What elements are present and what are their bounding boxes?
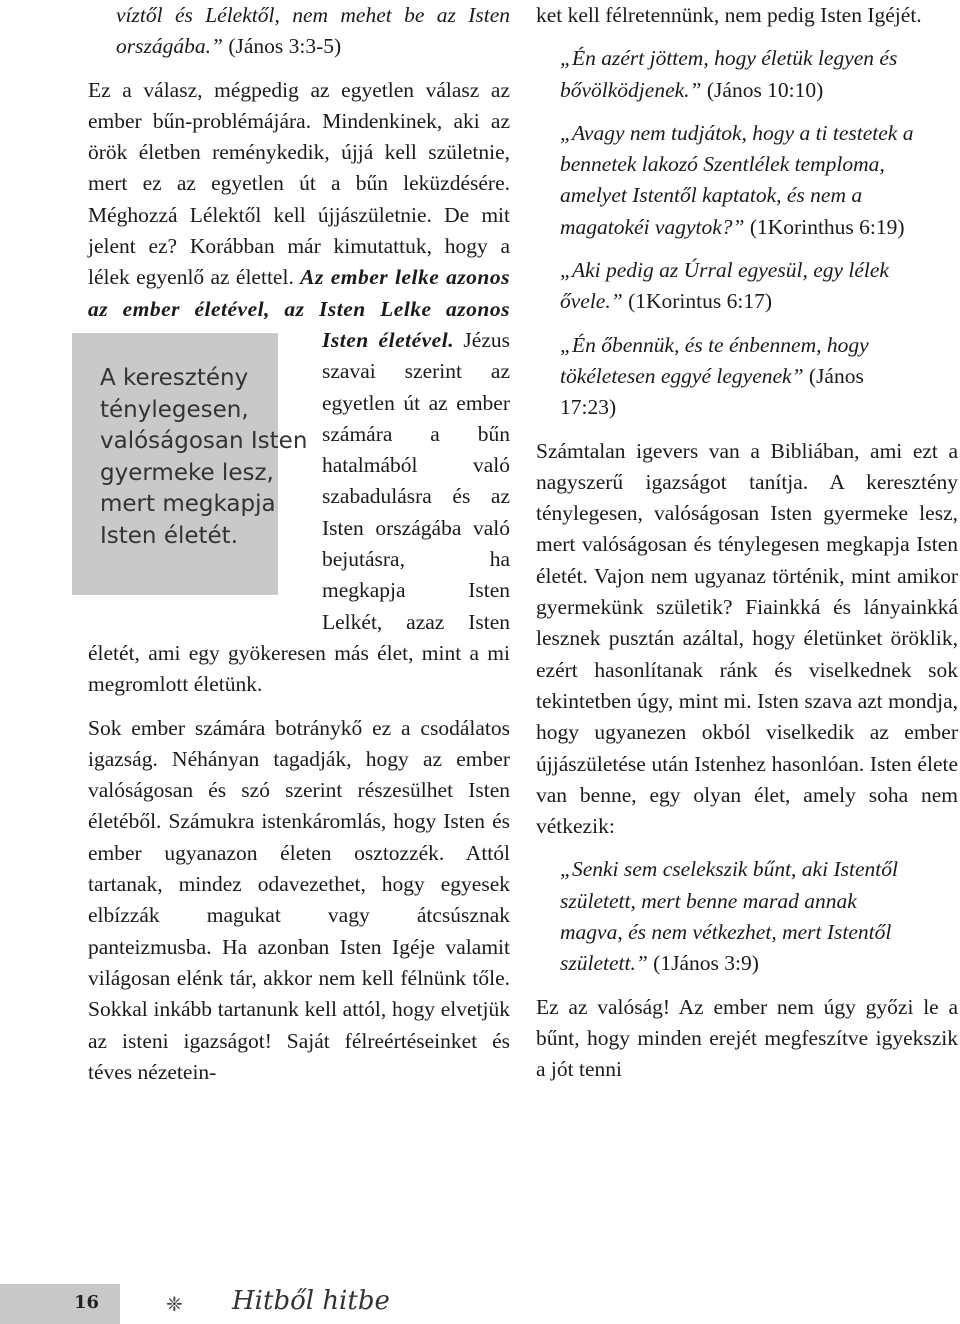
scripture-quote bbox=[536, 255, 958, 318]
pullquote-text: A keresztény ténylegesen, valóságosan Isten gyermeke lesz, mert megkapja Isten életét. bbox=[100, 364, 308, 549]
scripture-quote bbox=[536, 330, 958, 424]
emphasized-statement: Az ember lelke azonos az ember életével, az Isten Lelke azonos Isten életével. bbox=[88, 265, 511, 352]
intro-quote bbox=[88, 0, 510, 63]
quote-reference: (János 17:23) bbox=[560, 363, 864, 420]
quote-reference: (1Korintus 6:17) bbox=[622, 289, 772, 314]
pullquote-spacer bbox=[72, 325, 322, 625]
journal-logo: Hitből hitbe bbox=[232, 1286, 390, 1316]
page-number: 16 bbox=[74, 1292, 100, 1313]
body-paragraph bbox=[88, 75, 510, 701]
scripture-quote bbox=[536, 118, 958, 243]
quote-text: „Senki sem cselekszik bűnt, aki Istentől született, mert benne marad annak magva, és nem vétkezhet, mert Istentől született.” bbox=[560, 857, 898, 976]
quote-text: „Én azért jöttem, hogy életük legyen és bővölködjenek.” bbox=[560, 46, 898, 102]
pullquote-box bbox=[72, 333, 308, 595]
paragraph-text: Ez a válasz, mégpedig az egyetlen válasz az ember bűn-problémájára. Mindenkinek, aki az örök életben reménykedik, újjá kell születnie, mert ez az egyetlen út a bűn leküzdésére. Méghozzá Lélektől kell újjászületnie. De mit jelent ez? Korábban már kimutattuk, hogy a lélek egyenlő az élettel. bbox=[88, 77, 510, 290]
intro-quote-reference: (János 3:3-5) bbox=[222, 34, 342, 59]
ornament-icon: ❈ bbox=[166, 1294, 183, 1316]
quote-reference: (1Korinthus 6:19) bbox=[744, 214, 905, 239]
quote-reference: (János 10:10) bbox=[701, 77, 824, 102]
quote-text: „Én őbennük, és te énbennem, hogy tökéletesen eggyé legyenek” bbox=[560, 332, 869, 388]
body-paragraph: Sok ember számára botránykő ez a csodálatos igazság. Néhányan tagadják, hogy az ember valóságosan és szó szerint részesülhet Isten életéből. Számukra istenkáromlás, hogy Isten és ember ugyanazon életen osztozzék. Attól tartanak, mindez odavezethet, hogy egyesek elbízzák magukat vagy átcsúsznak panteizmusba. Ha azonban Isten Igéje valamit világosan elénk tár, akkor nem kell félnünk tőle. Sokkal inkább tartanunk kell attól, hogy elvetjük az isteni igazságot! Saját félreértéseinket és téves nézetein- bbox=[88, 715, 510, 1084]
body-paragraph: Számtalan igevers van a Bibliában, ami ezt a nagyszerű igazságot tanítja. A keresztény ténylegesen, valóságosan Isten gyermeke lesz, mert valóságosan és ténylegesen megkapja Isten életét. Vajon nem ugyanaz történik, mint amikor gyermekünk születik? Fiainkká és lányainkká lesznek pusztán azáltal, hogy életünket öröklik, ezért hasonlítanak ránk és viselkednek sok tekintetben úgy, mint mi. Isten szava azt mondja, hogy ugyanezen okból viselkedik az ember újjászületése után Istenhez hasonlóan. Isten élete van benne, egy olyan élet, amely soha nem vétkezik: bbox=[536, 438, 958, 839]
body-paragraph: ket kell félretennünk, nem pedig Isten Igéjét. bbox=[536, 3, 922, 27]
quote-text: „Avagy nem tudjátok, hogy a ti testetek a bennetek lakozó Szentlélek temploma, amelyet Istentől kaptatok, és nem a magatokéi vagytok?” bbox=[560, 120, 914, 239]
quote-reference: (1János 3:9) bbox=[647, 951, 759, 976]
body-paragraph: Ez az valóság! Az ember nem úgy győzi le a bűnt, hogy minden erejét megfeszítve igyekszik a jót tenni bbox=[536, 994, 958, 1082]
left-column bbox=[88, 0, 510, 1088]
intro-quote-text: víztől és Lélektől, nem mehet be az Isten országába.” bbox=[116, 3, 510, 59]
quote-text: „Aki pedig az Úrral egyesül, egy lélek ővele.” bbox=[560, 258, 889, 314]
paragraph-text: Jézus szavai szerint az egyetlen út az ember számára a bűn hatalmából való szabadulásra és az Isten országába való bejutásra, ha megkapja Isten Lelkét, azaz Isten életét, ami egy gyökeresen más élet, mint a mi megromlott életünk. bbox=[88, 327, 510, 697]
scripture-quote bbox=[536, 854, 958, 979]
scripture-quote bbox=[536, 43, 958, 106]
right-column bbox=[536, 0, 958, 1086]
